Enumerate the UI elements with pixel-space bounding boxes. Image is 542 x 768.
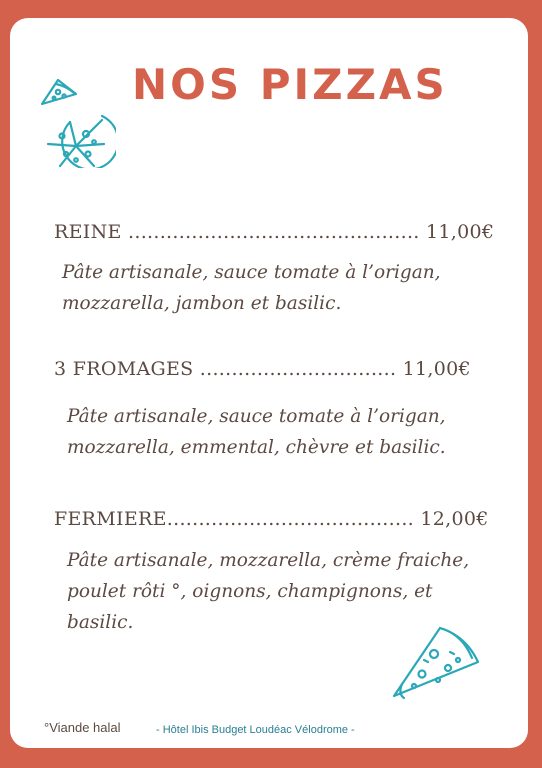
menu-item-reine-description-2: mozzarella, jambon et basilic. (62, 293, 342, 314)
page-title: NOS PIZZAS (132, 60, 448, 109)
pizza-slice-icon (388, 624, 484, 704)
menu-item-fermiere-description-2: poulet rôti °, oignons, champignons, et (67, 581, 433, 602)
menu-item-3-fromages-description-2: mozzarella, emmental, chèvre et basilic. (67, 437, 446, 458)
menu-card (10, 18, 528, 748)
pizza-whole-icon (36, 74, 116, 168)
footer-hotel-name: - Hôtel Ibis Budget Loudéac Vélodrome - (156, 724, 355, 736)
menu-item-fermiere-description-1: Pâte artisanale, mozzarella, crème fraiche, (67, 550, 470, 571)
footer-halal-note: °Viande halal (44, 720, 121, 735)
menu-item-3-fromages-description-1: Pâte artisanale, sauce tomate à l’origan, (67, 406, 446, 427)
menu-item-fermiere-line: FERMIERE....................................... 12,00€ (54, 508, 489, 530)
menu-item-3-fromages-line: 3 FROMAGES ............................... 11,00€ (54, 358, 471, 380)
menu-item-fermiere-description-3: basilic. (67, 612, 134, 633)
menu-item-reine-description-1: Pâte artisanale, sauce tomate à l’origan, (62, 262, 441, 283)
menu-item-reine-line: REINE .............................................. 11,00€ (54, 221, 495, 243)
